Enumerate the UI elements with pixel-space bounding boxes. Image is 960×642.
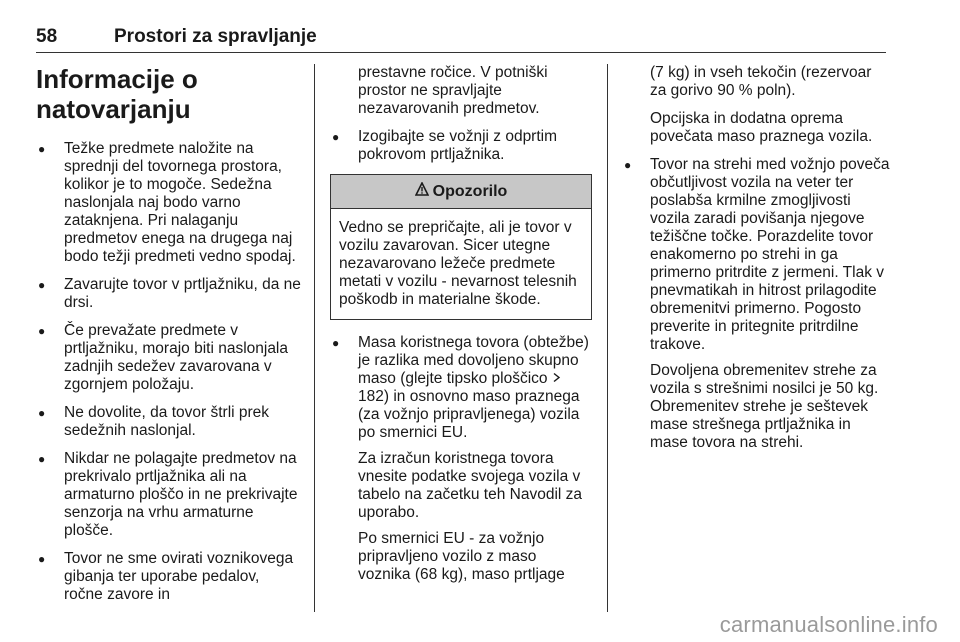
- list-item-text: ● Zavarujte tovor v prtljažniku, da ne drsi.: [64, 276, 301, 311]
- warning-title: Opozorilo: [432, 183, 508, 200]
- list-item-text: ● Ne dovolite, da tovor štrli prek sedežnih naslonjal.: [64, 404, 270, 439]
- roof-load-limit-text: Dovoljena obremenitev strehe za vozila s strešnimi nosilci je 50 kg. Obremenitev strehe je seštevek mase strešnega prtljažnika in mase tovora na strehi.: [650, 362, 879, 451]
- list-item: [330, 128, 592, 164]
- list-item: [36, 276, 302, 312]
- list-item: [622, 156, 892, 452]
- warning-triangle-icon: [415, 182, 429, 201]
- watermark: carmanualsonline.info: [719, 612, 938, 637]
- list-item-text: ● Izogibajte se vožnji z odprtim pokrovom prtljažnika.: [358, 128, 558, 163]
- tips-list-continued: [330, 128, 592, 164]
- column-1: [36, 64, 302, 612]
- list-item: [36, 404, 302, 440]
- column-divider-2: [607, 64, 608, 612]
- roof-load-list: [622, 156, 892, 452]
- page-header: [36, 26, 886, 52]
- page-reference-arrow-icon: [552, 370, 561, 387]
- list-item: [330, 334, 592, 584]
- header-rule: [36, 52, 886, 53]
- warning-text: Vedno se prepričajte, ali je tovor v vozilu zavarovan. Sicer utegne nezavarovano ležeče predmete metati v vozilu - nevarnost telesnih poškodb in materialne škode.: [339, 219, 577, 308]
- payload-definition-text: ● Masa koristnega tovora (obtežbe) je razlika med dovoljeno skupno maso (glejte tipsko ploščico 182) in osnovno maso praznega (za vožnjo pripravljenega) vozila po smernici EU.: [358, 334, 589, 441]
- optional-equipment-text: Opcijska in dodatna oprema povečata maso praznega vozila.: [650, 110, 873, 145]
- warning-box: [330, 174, 592, 320]
- chapter-title: Prostori za spravljanje: [114, 26, 317, 47]
- payload-calculation-text: Za izračun koristnega tovora vnesite podatke svojega vozila v tabelo na začetku teh Navodil za uporabo.: [358, 450, 583, 521]
- page-number: 58: [36, 26, 58, 47]
- list-item-text: ● Tovor ne sme ovirati voznikovega gibanja ter uporabe pedalov, ročne zavore in: [64, 550, 294, 603]
- page-reference-link[interactable]: 182: [358, 388, 384, 405]
- mass-list: [330, 334, 592, 584]
- warning-header: [331, 175, 591, 209]
- list-item: [36, 550, 302, 604]
- eu-directive-text: Po smernici EU - za vožnjo pripravljeno vozilo z maso voznika (68 kg), maso prtljage: [358, 530, 565, 583]
- continued-text: prestavne ročice. V potniški prostor ne spravljajte nezavarovanih predmetov.: [358, 64, 548, 117]
- list-item: [36, 322, 302, 394]
- roof-load-text: ● Tovor na strehi med vožnjo poveča občutljivost vozila na veter ter poslabša krmilne zmogljivosti vozila zaradi povišanja njegove težiščne točke. Porazdelite tovor enakomerno po strehi in ga primerno pritrdite z jermeni. Tlak v pnevmatikah in hitrost prilagodite obremenitvi primerno. Pogosto preverite in pritegnite pritrdilne trakove.: [650, 156, 890, 353]
- loading-tips-list: [36, 140, 302, 604]
- column-2: [330, 64, 592, 612]
- list-item: [36, 140, 302, 266]
- column-3: [622, 64, 892, 612]
- list-item-text: ● Nikdar ne polagajte predmetov na prekrivalo prtljažnika ali na armaturno ploščo in ne prekrivajte senzorja na vrhu armaturne plošče.: [64, 450, 298, 539]
- list-item-text: ● Če prevažate predmete v prtljažniku, morajo biti naslonjala zadnjih sedežev zavarovana v zgornjem položaju.: [64, 322, 289, 393]
- list-item-text: ● Težke predmete naložite na sprednji del tovornega prostora, kolikor je to mogoče. Sedežna naslonjala naj bodo varno zataknjena. Pri nalaganju predmetov enega na drugega naj bodo težji predmeti vedno spodaj.: [64, 140, 296, 265]
- column-divider-1: [314, 64, 315, 612]
- section-title: Informacije o natovarjanju: [36, 64, 198, 124]
- continued-text: (7 kg) in vseh tekočin (rezervoar za gorivo 90 % poln).: [650, 64, 872, 99]
- list-item: [36, 450, 302, 540]
